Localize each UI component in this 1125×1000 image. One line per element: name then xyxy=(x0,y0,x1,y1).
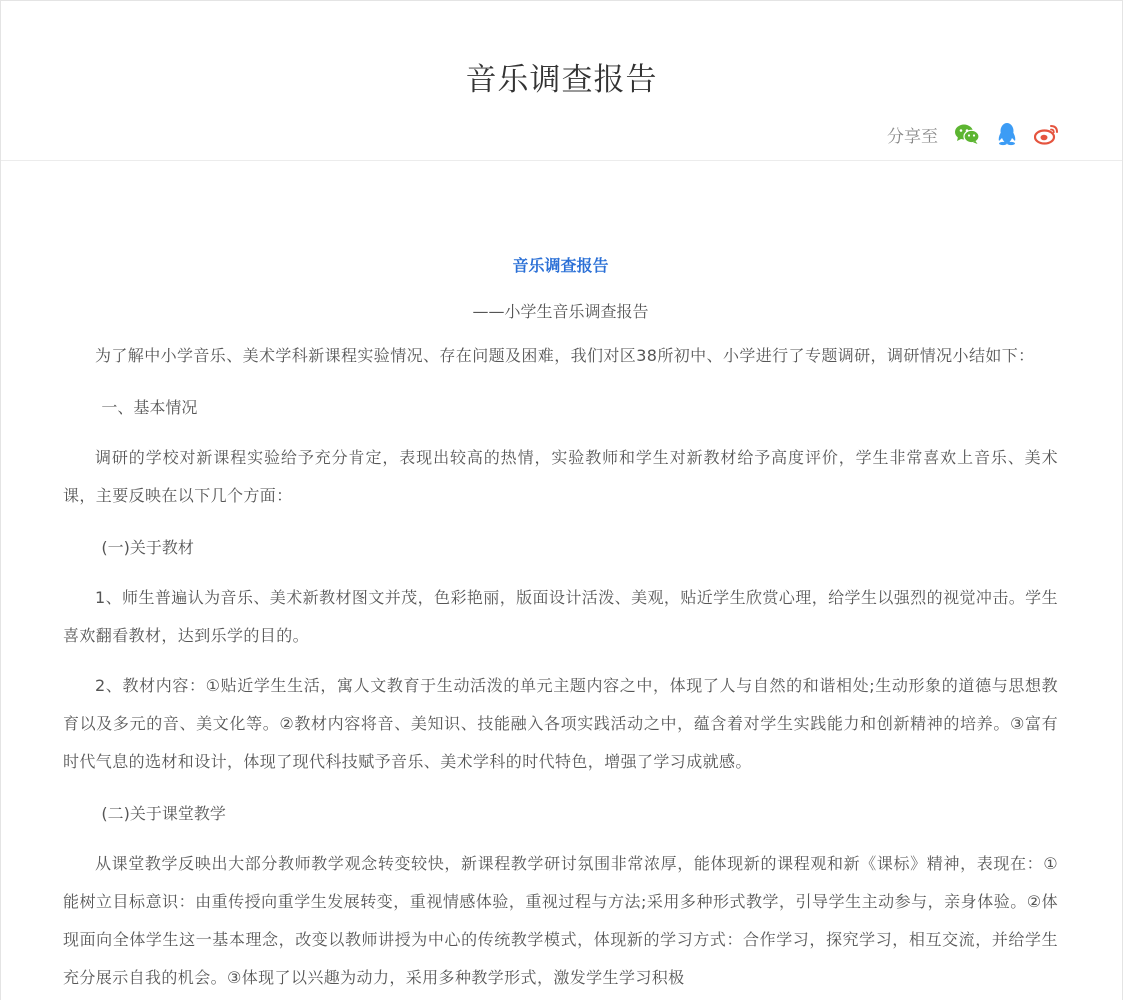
page-title: 音乐调查报告 xyxy=(465,62,658,98)
document-title: 音乐调查报告 xyxy=(512,256,609,275)
paragraph-textbook-2: 2、教材内容：①贴近学生生活，寓人文教育于生动活泼的单元主题内容之中，体现了人与自然的和谐相处;生动形象的道德与思想教育以及多元的音、美文化等。②教材内容将音、美知识、技能融入各项实践活动之中，蕴含着对学生实践能力和创新精神的培养。③富有时代气息的选材和设计，体现了现代科技赋予音乐、美术学科的时代特色，增强了学习成就感。 xyxy=(63,676,1058,771)
paragraph-overview: 调研的学校对新课程实验给予充分肯定，表现出较高的热情，实验教师和学生对新教材给予高度评价，学生非常喜欢上音乐、美术课，主要反映在以下几个方面： xyxy=(63,448,1058,505)
article-header xyxy=(1,1,1122,161)
article-body xyxy=(1,253,1122,997)
paragraph-intro: 为了解中小学音乐、美术学科新课程实验情况、存在问题及困难，我们对区38所初中、小学进行了专题调研，调研情况小结如下： xyxy=(95,346,1035,365)
weibo-icon[interactable] xyxy=(1034,121,1060,147)
subsection-heading-textbook: (一)关于教材 xyxy=(101,538,194,557)
share-label: 分享至 xyxy=(887,126,938,147)
share-bar xyxy=(887,121,1060,147)
paragraph-classroom: 从课堂教学反映出大部分教师教学观念转变较快，新课程教学研讨氛围非常浓厚，能体现新的课程观和新《课标》精神，表现在：①能树立目标意识：由重传授向重学生发展转变，重视情感体验，重视过程与方法;采用多种形式教学，引导学生主动参与，亲身体验。②体现面向全体学生这一基本理念，改变以教师讲授为中心的传统教学模式，体现新的学习方式：合作学习，探究学习，相互交流，并给学生充分展示自我的机会。③体现了以兴趣为动力，采用多种教学形式，激发学生学习积极 xyxy=(63,854,1058,987)
document-subtitle: ——小学生音乐调查报告 xyxy=(472,302,649,321)
section-heading-basic: 一、基本情况 xyxy=(101,398,198,417)
qq-icon[interactable] xyxy=(994,121,1020,147)
subsection-heading-classroom: (二)关于课堂教学 xyxy=(101,804,226,823)
paragraph-textbook-1: 1、师生普遍认为音乐、美术新教材图文并茂，色彩艳丽，版面设计活泼、美观，贴近学生欣赏心理，给学生以强烈的视觉冲击。学生喜欢翻看教材，达到乐学的目的。 xyxy=(63,588,1058,645)
wechat-icon[interactable] xyxy=(954,121,980,147)
